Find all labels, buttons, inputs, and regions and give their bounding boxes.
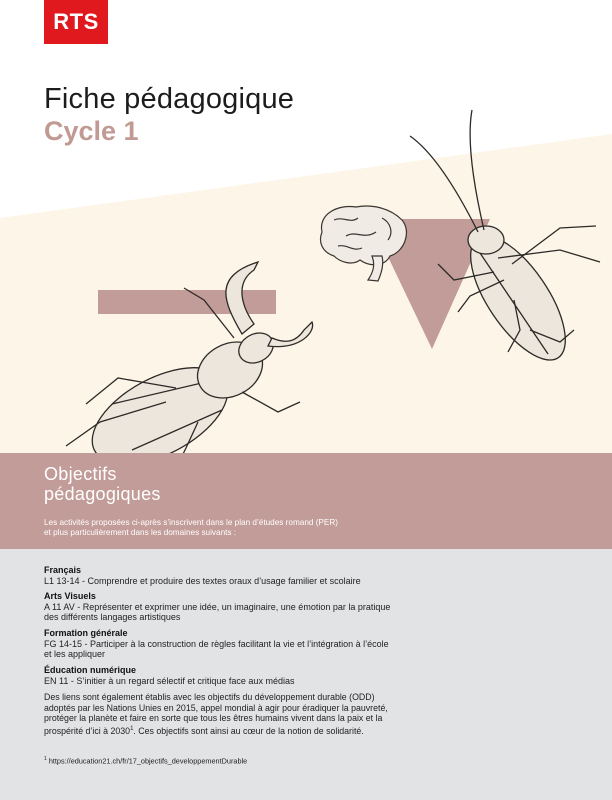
footnote — [44, 756, 247, 765]
objectives-intro — [44, 518, 564, 538]
section-line: EN 11 - S’initier à un regard sélectif et critique face aux médias — [44, 675, 295, 686]
section-line: A 11 AV - Représenter et exprimer une idée, un imaginaire, une émotion par la pratique — [44, 601, 391, 612]
section-heading: Éducation numérique — [44, 665, 137, 675]
footnote-mark: 1 — [44, 756, 47, 762]
section-line: des différents langages artistiques — [44, 612, 181, 623]
section-line: et les appliquer — [44, 649, 106, 660]
odd-line: . Ces objectifs sont ainsi au cœur de la notion de solidarité. — [133, 725, 364, 736]
section-line: L1 13-14 - Comprendre et produire des textes oraux d’usage familier et scolaire — [44, 575, 361, 586]
section-heading: Formation générale — [44, 628, 128, 638]
odd-line: Des liens sont également établis avec les objectifs du développement durable (ODD) — [44, 692, 375, 702]
objectives-intro-line1: Les activités proposées ci-après s’inscrivent dans le plan d’études romand (PER) — [44, 518, 338, 527]
section-heading: Français — [44, 565, 82, 575]
objectives-intro-line2: et plus particulièrement dans les domaines suivants : — [44, 528, 237, 537]
odd-line: prospérité d’ici à 2030 — [44, 725, 131, 736]
footnote-ref: 1 — [130, 725, 134, 732]
odd-line: adoptés par les Nations Unies en 2015, appel mondial à agir pour éradiquer la pauvreté, — [44, 702, 388, 713]
objectives-heading-line2: pédagogiques — [44, 484, 161, 504]
horizontal-bar-shape — [98, 290, 276, 314]
odd-line: protéger la planète et faire en sorte que tous les êtres humains vivent dans la paix et la — [44, 713, 383, 723]
section-formation-generale — [44, 628, 564, 660]
footnote-link[interactable]: https://education21.ch/fr/17_objectifs_developpementDurable — [48, 756, 248, 766]
section-arts-visuels — [44, 591, 564, 623]
section-education-numerique — [44, 665, 564, 686]
section-line: FG 14-15 - Participer à la construction de règles facilitant la vie et l’intégration à l’école — [44, 638, 389, 649]
odd-paragraph — [44, 692, 464, 736]
objectives-heading-line1: Objectifs — [44, 464, 117, 484]
cycle-label: Cycle 1 — [44, 116, 139, 146]
section-francais — [44, 565, 564, 586]
page-title: Fiche pédagogique — [44, 83, 295, 115]
rts-logo[interactable]: RTS — [44, 0, 108, 44]
section-heading: Arts Visuels — [44, 591, 96, 601]
objectives-heading — [44, 464, 161, 504]
